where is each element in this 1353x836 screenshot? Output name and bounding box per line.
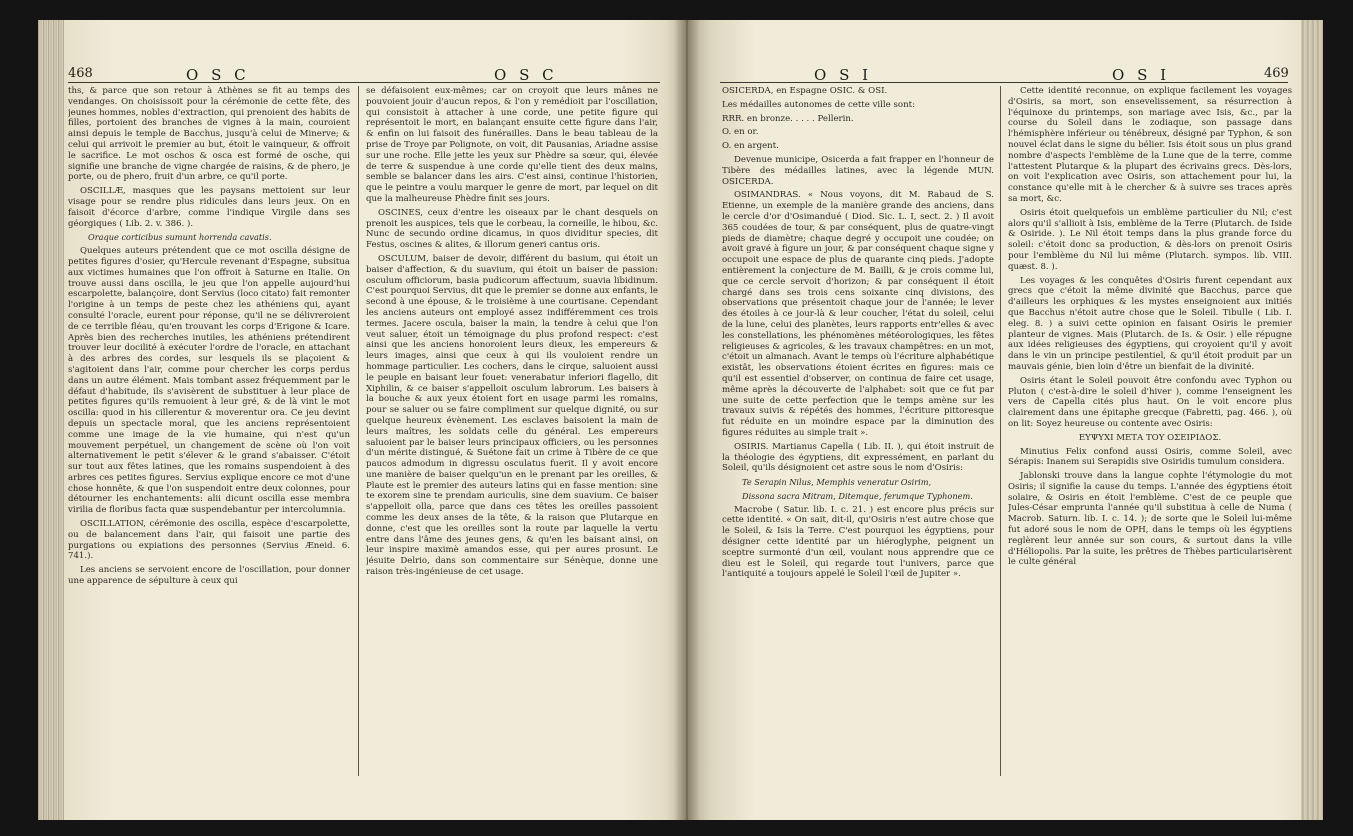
left-header-col2: O S C bbox=[494, 66, 558, 84]
entry-oscines: OSCINES, ceux d'entre les oiseaux par le chant desquels on prenoit les auspices, tels que le corbeau, la corneille, le hibou, &c. Nunc de secundo ordine dicamus, in quos dividitur species, dit Festus, oscines & alites, & illorum generi cantus oris. bbox=[366, 207, 658, 251]
paragraph: Les voyages & les conquêtes d'Osiris furent cependant aux grecs que c'étoit la même divinité que Bacchus, parce que d'ailleurs les orphiques & les mystes enseignoient aux initiés que Bacchus n'étoit autre chose que le Soleil. Tibulle ( Lib. I. eleg. 8. ) a suivi cette opinion en faisant Osiris le premier planteur de vignes. Mais (Plutarch. de Is. & Osir. ) elle répugne aux idées religieuses des égyptiens, qui croyoient qu'il y avoit dans le vin un principe pestilentiel, & qu'il étoit produit par un mauvais génie, bien loin d'être un bienfait de la divinité. bbox=[1008, 275, 1292, 372]
right-column-2 bbox=[1008, 86, 1292, 806]
book-gutter bbox=[674, 20, 700, 820]
quotation: Oraque corticibus sumunt horrenda cavatis. bbox=[88, 232, 272, 243]
paragraph: Devenue municipe, Osicerda a fait frapper en l'honneur de Tibère des médailles latines, avec la légende MUN. OSICERDA. bbox=[722, 154, 994, 187]
medal-line: RRR. en bronze. . . . . Pellerin. bbox=[722, 113, 854, 124]
quotation: Te Serapin Nilus, Memphis veneratur Osirim, bbox=[742, 477, 932, 488]
paragraph: Les médailles autonomes de cette ville sont: bbox=[722, 99, 915, 110]
paragraph: Jablonski trouve dans la langue cophte l'étymologie du mot Osiris; il signifie la cause du temps. L'année des égyptiens étoit solaire, & Osiris en étoit l'emblème. C'est de ce peuple que Jules-César emprunta l'année qu'il substitua à celle de Numa ( Macrob. Saturn. lib. I. c. 14. ); de sorte que le Soleil lui-même fut adoré sous le nom de OPH, dans le temps où les égyptiens reglèrent leur année sur son cours, & surtout dans la ville d'Héliopolis. Par la suite, les prêtres de Thèbes particularisèrent le culte général bbox=[1008, 471, 1292, 568]
right-header-col1: O S I bbox=[814, 66, 873, 84]
medal-line: O. en or. bbox=[722, 127, 759, 138]
paragraph: ths, & parce que son retour à Athènes se fit au temps des vendanges. On choisissoit pour la cérémonie de cette fête, des jeunes hommes, nobles d'extraction, qui prenoient des habits de filles, portoient des branches de vignes à la main, couroient ainsi depuis le temple de Bacchus, jusqu'à celui de Minerve; & celui qui arrivoit le premier au but, étoit le vainqueur, & offroit le sacrifice. Le mot oschos & osca est formé de osche, qui signifie une branche de vigne chargée de raisins, & de phero, je porte, ou de phero, fruit d'un arbre, ce qu'il porte. bbox=[68, 86, 350, 183]
left-column-divider bbox=[358, 86, 359, 776]
paragraph: Minutius Felix confond aussi Osiris, comme Soleil, avec Sérapis: Inanem sui Serapidis sive Osiridis tumulum considera. bbox=[1008, 446, 1292, 468]
left-header-rule bbox=[68, 82, 660, 83]
right-column-divider bbox=[1000, 86, 1001, 776]
paragraph: Osiris étant le Soleil pouvoit être confondu avec Typhon ou Pluton ( c'est-à-dire le soleil d'hiver ), comme l'enseignent les vers de Capella cités plus haut. On le voit encore plus clairement dans une épitaphe grecque (Fabretti, pag. 466. ), où on lit: Soyez heureuse ou contente avec Osiris: bbox=[1008, 375, 1292, 429]
right-page bbox=[686, 20, 1323, 820]
paragraph: se défaisoient eux-mêmes; car on croyoit que leurs mânes ne pouvoient jouir d'aucun repos, & l'on y remédioit par l'oscillation, qui consistoit à attacher à une corde, une petite figure qui représentoit le mort, en balançant ensuite cette figure dans l'air, & enfin on lui faisoit des funérailles. Dans le beau tableau de la prise de Troye par Polignote, on voit, dit Pausanias, Ariadne assise sur une roche. Elle jette les yeux sur Phèdre sa sœur, qui, élevée de terre & suspendue à une corde qu'elle tient des deux mains, semble se balancer dans les airs. C'est ainsi, continue l'historien, que le peintre a voulu marquer le genre de mort, par lequel on dit que la malheureuse Phèdre finit ses jours. bbox=[366, 86, 658, 204]
right-column-1 bbox=[722, 86, 994, 806]
open-book-spread bbox=[38, 20, 1323, 820]
right-header-rule bbox=[720, 82, 1288, 83]
greek-inscription: ΕΥΨΥΧΙ ΜΕΤΑ ΤΟΥ ΟΣΕΙΡΙΔΟΣ. bbox=[1078, 432, 1222, 443]
left-page-edges bbox=[38, 20, 64, 820]
left-column-2 bbox=[366, 86, 658, 806]
medal-line: O. en argent. bbox=[722, 141, 779, 152]
entry-osiris: OSIRIS. Martianus Capella ( Lib. II. ), qui étoit instruit de la théologie des égyptiens, dit expressément, en parlant du Soleil, qu'ils désignoient cet astre sous le nom d'Osiris: bbox=[722, 441, 994, 474]
right-page-number: 469 bbox=[1264, 66, 1289, 81]
paragraph: Les anciens se servoient encore de l'oscillation, pour donner une apparence de sépulture à ceux qui bbox=[68, 565, 350, 587]
entry-oscillae: OSCILLÆ, masques que les paysans mettoient sur leur visage pour se rendre plus ridicules dans leurs jeux. On en faisoit d'écorce d'arbre, comme l'indique Virgile dans ses géorgiques ( Lib. 2. v. 386. ). bbox=[68, 186, 350, 229]
paragraph: Osiris étoit quelquefois un emblème particulier du Nil; c'est alors qu'il s'allioit à Isis, emblème de la Terre (Plutarch. de Iside & Osiride. ). Le Nil étoit temps dans la plus grande force du soleil: c'étoit donc sa production, & dès-lors on prenoit Osiris pour l'emblème du Nil lui même (Plutarch. sympos. lib. VIII. quæst. 8. ). bbox=[1008, 207, 1292, 272]
paragraph: Quelques auteurs prétendent que ce mot oscilla désigne de petites figures d'osier, qu'Hercule revenant d'Espagne, subsitua aux victimes humaines que l'on offroit à Saturne en Italie. On trouve aussi dans oscilla, le jeu que l'on appelle aujourd'hui escarpolette, balançoire, dont Servius (loco citato) fait remonter l'origine à un temps de peste chez les athéniens qui, ayant consulté l'oracle, eurent pour réponse, qu'il ne se délivreroient de ce terrible fléau, qu'en trouvant les corps d'Erigone & Icare. Après bien des recherches inutiles, les athéniens prétendirent trouver leur docilité à exécuter l'ordre de l'oracle, en attachant à des arbres des cordes, sur lesquels ils se plaçoient & s'agitoient dans l'air, comme pour chercher les corps perdus dans un autre élément. Mais tombant assez fréquemment par le défaut d'habitude, ils s'avisèrent de substituer à leur place de petites figures qu'ils remuoient à leur gré, & de là vint le mot oscilla: quod in his cillerentur & moverentur ora. Ce jeu devint depuis un spectacle moral, que les anciens représentoient comme une image de la vie humaine, qui n'est qu'un mouvement perpétuel, un changement de scène où l'on voit alternativement le petit s'élever & le grand s'abaisser. C'étoit sur tout aux fêtes latines, que les romains suspendoient à des arbres ces petites figures. Servius explique encore ce mot d'une chose honnête, & que l'on suspendoit entre deux colonnes, pour détourner les enchantements: alii dicunt oscilla esse membra virilia de floribus facta quæ suspendebantur per intercolumnia. bbox=[68, 246, 350, 516]
entry-osculum: OSCULUM, baiser de devoir, différent du basium, qui étoit un baiser d'affection, & du suavium, qui étoit un baiser de passion: osculum officiorum, basia pudicorum affectuum, suavia libidinum. C'est pourquoi Servius, dit que le premier se donne aux enfants, le second à une épouse, & le troisième à une courtisane. Cependant les anciens auteurs ont employé assez indifféremment ces trois termes. Jacere oscula, baiser la main, la tendre à celui que l'on veut saluer, étoit un témoignage du plus profond respect: c'est ainsi que les anciens honoroient leurs dieux, les empereurs & leurs images, ainsi que ceux à qui ils vouloient rendre un hommage particulier. Les cochers, dans le cirque, saluoient aussi le peuple en baisant leur fouet: venerabatur inferiori flagello, dit Xiphilin, & ce baiser s'appelloit osculum labrorum. Les baisers à la bouche & aux yeux étoient fort en usage parmi les romains, pour se saluer ou se faire compliment sur quelque dignité, ou sur quelque heureux évènement. Les esclaves baisoient la main de leurs maîtres, les soldats celle du général. Les empereurs saluoient par le baiser leurs principaux officiers, ou les personnes d'un mérite distingué, & Suétone fait un crime à Tibère de ce que paucos admodum in digressu osculatus fuerit. Il y avoit encore une manière de baiser quelqu'un en le prenant par les oreilles, & Plaute est le premier des auteurs latins qui en fasse mention: sine te exorem sine te prendam auriculis, sine dem suavium. Ce baiser s'appelloit olla, parce que dans ces têtes les oreilles passoient comme les deux anses de la tête, & la raison que Plutarque en donne, c'est que les oreilles sont la route par laquelle la vertu entre dans l'âme des jeunes gens, & qu'en les baisant ainsi, on leur inspire maximè amandos esse, qui per aures prosunt. Le jésuite Delrio, dans son commentaire sur Sénèque, donne une raison très-ingénieuse de cet usage. bbox=[366, 253, 658, 578]
entry-osicerda: OSICERDA, en Espagne OSIC. & OSI. bbox=[722, 86, 888, 96]
paragraph: Cette identité reconnue, on explique facilement les voyages d'Osiris, sa mort, son ensevelissement, sa résurrection à l'équinoxe du printemps, son mariage avec Isis, &c., par la course du Soleil dans le zodiaque, son passage dans l'hémisphère inférieur ou ténébreux, désigné par Typhon, & son nouvel éclat dans le signe du bélier. Isis étoit sous un plus grand nombre d'aspects l'emblème de la Lune que de la terre, comme l'attestent Plutarque & la plupart des écrivains grecs. Dès-lors, on voit l'explication avec Osiris, son attachement pour lui, la constance qu'elle mit à le chercher & à suivre ses traces après sa mort, &c. bbox=[1008, 86, 1292, 204]
left-page bbox=[38, 20, 686, 820]
left-page-number: 468 bbox=[68, 66, 93, 81]
entry-oscillation: OSCILLATION, cérémonie des oscilla, espèce d'escarpolette, ou de balancement dans l'air, qui faisoit une partie des purgations ou expiations des personnes (Servius Æneid. 6. 741.). bbox=[68, 519, 350, 562]
left-column-1 bbox=[68, 86, 350, 806]
paragraph: Macrobe ( Satur. lib. I. c. 21. ) est encore plus précis sur cette identité. « On sait, dit-il, qu'Osiris n'est autre chose que le Soleil, & Isis la Terre. C'est pourquoi les égyptiens, pour désigner cette identité par un hiéroglyphe, peignent un sceptre surmonté d'un œil, voulant nous apprendre que ce dieu est le Soleil, qui regarde tout l'univers, parce que l'antiquité a toujours appelé le Soleil l'œil de Jupiter ». bbox=[722, 504, 994, 580]
right-page-edges bbox=[1301, 20, 1323, 820]
right-header-col2: O S I bbox=[1112, 66, 1171, 84]
quotation: Dissona sacra Mitram, Ditemque, ferumque Typhonem. bbox=[742, 490, 973, 501]
left-header-col1: O S C bbox=[186, 66, 250, 84]
entry-osimandras: OSIMANDRAS. « Nous voyons, dit M. Rabaud de S. Etienne, un exemple de la manière grande des anciens, dans le cercle d'or d'Osimandué ( Diod. Sic. L. I, sect. 2. ) Il avoit 365 coudées de tour, & par conséquent, plus de quatre-vingt pieds de diamètre; chaque degré y occupoit une coudée; on avoit gravé à figure un jour, & par conséquent chaque signe y occupoit une espace de plus de quarante cinq pieds. J'adopte entièrement la conjecture de M. Bailli, & je crois comme lui, que ce cercle servoit d'horizon; & par conséquent il étoit chargé dans ses trois cens soixante cinq divisions, des observations que présentoit chaque jour de l'année; le lever des étoiles à ce jour-là & leur coucher, l'état du soleil, celui de la lune, celui des planètes, leurs rapports entr'elles & avec les constellations, les phénomènes météorologiques, les fêtes religieuses & agricoles, & les travaux champêtres: en un mot, c'étoit un almanach. Avant le temps où l'écriture alphabétique existât, les observations étoient écrites en figures: mais ce qu'il est essentiel d'observer, on continua de faire cet usage, même après la découverte de l'alphabet: soit que ce fut par une suite de cette perfection que le temps amène sur les travaux suivis & répétés des hommes, l'écriture pittoresque fut réduite en un moindre espace par la diminution des figures réduites au simple trait ». bbox=[722, 190, 994, 438]
